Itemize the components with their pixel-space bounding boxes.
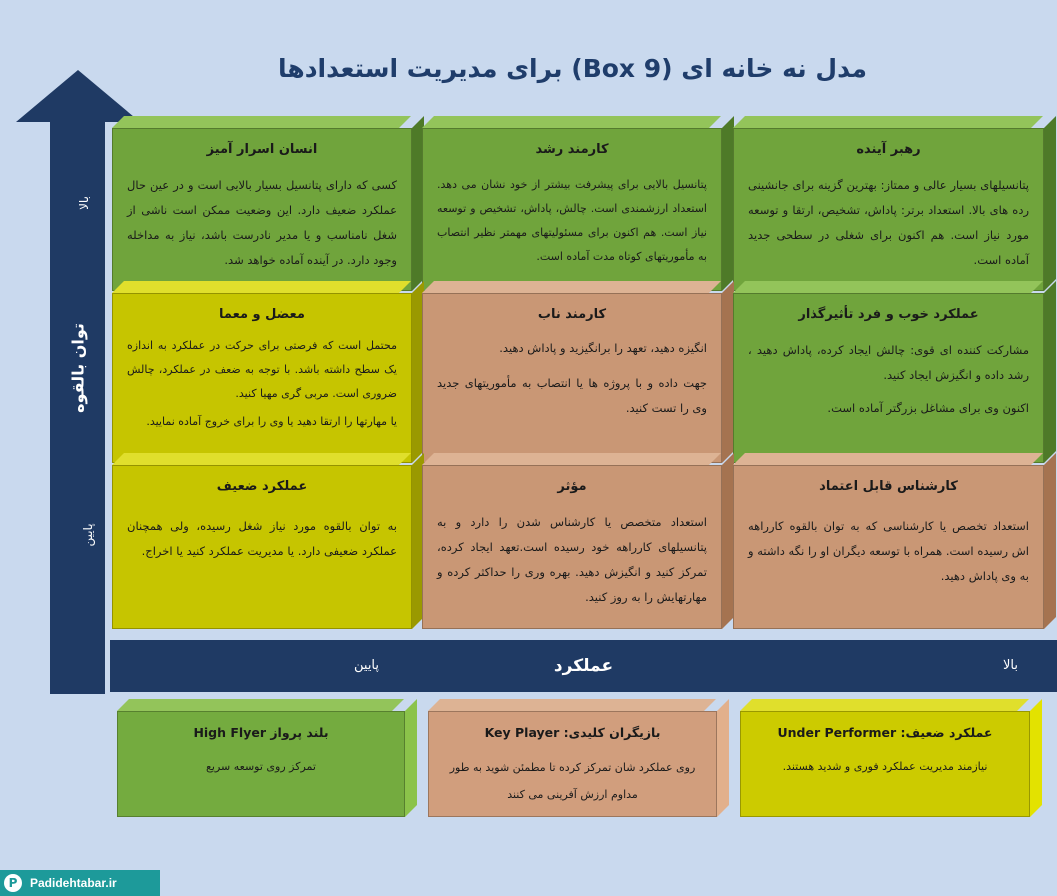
cell-text: مشارکت کننده ای قوی: چالش ایجاد کرده، پاداش دهید ، رشد داده و انگیزش ایجاد کنید. <box>748 343 1029 382</box>
cell-text: کسی که دارای پتانسیل بسیار بالایی است و در عین حال عملکرد ضعیف دارد. این وضعیت ممکن است ناشی از شغل نامناسب و یا مدیر نادرست باشد، نیاز به مداخله وجود دارد. در آینده آماده خواهد شد. <box>127 178 397 267</box>
grid-cell-trusted-professional <box>733 465 1044 629</box>
site-logo[interactable] <box>0 870 160 896</box>
cell-text: پتانسیلهای بسیار عالی و ممتاز: بهترین گزینه برای جانشینی رده های بالا. استعداد برتر: پاداش، تشخیص، ارتقا و توسعه مورد نیاز است. هم اکنون برای شغلی در سطحی جدید آماده است. <box>748 178 1029 267</box>
logo-icon <box>4 874 22 892</box>
horizontal-axis-label: عملکرد <box>553 656 614 676</box>
legend-title <box>429 712 716 742</box>
grid-cell-high-performer <box>733 293 1044 463</box>
cell-title: مؤثر <box>557 479 587 494</box>
legend-text: روی عملکرد شان تمرکز کرده تا مطمئن شوید به طور مداوم ارزش آفرینی می کنند <box>449 761 696 801</box>
legend-title-en: High Flyer <box>193 725 266 740</box>
grid-cell-future-leader <box>733 128 1044 291</box>
legend-under-performer <box>740 711 1030 817</box>
horizontal-axis-high: بالا <box>1003 658 1018 673</box>
cell-title: عملکرد ضعیف <box>216 479 308 494</box>
cell-title: کارمند رشد <box>535 142 609 157</box>
cell-text: یا مهارتها را ارتقا دهید یا وی را برای خروج آماده نمایید. <box>146 415 397 428</box>
cell-title: انسان اسرار آمیز <box>206 142 318 157</box>
horizontal-axis-bar <box>110 640 1057 692</box>
legend-title <box>118 712 404 742</box>
legend-key-player <box>428 711 717 817</box>
cell-title: عملکرد خوب و فرد تأثیرگذار <box>798 307 979 322</box>
cell-title: کارشناس قابل اعتماد <box>819 479 958 494</box>
logo-mark-letter: P <box>8 876 18 890</box>
legend-title-en: Key Player <box>484 725 560 740</box>
legend-title-fa: بلند پرواز <box>270 725 329 740</box>
grid-cell-poor-performer <box>112 465 412 629</box>
cell-text: پتانسیل بالایی برای پیشرفت بیشتر از خود نشان می دهد. استعداد ارزشمندی است. چالش، پاداش، تشخیص و توسعه نیاز است. هم اکنون برای مسئولیتهای مهمتر نظیر انتصاب به مأموریتهای کوتاه مدت آماده است. <box>437 178 707 263</box>
cell-text: جهت داده و با پروژه ها یا انتصاب به مأموریتهای جدید وی را تست کنید. <box>437 376 707 415</box>
cell-title: رهبر آینده <box>856 142 921 157</box>
legend-title-fa: عملکرد ضعیف: <box>900 725 993 740</box>
legend-title-en: Under Performer <box>777 725 897 740</box>
cell-title: کارمند ناب <box>537 307 607 322</box>
legend-text: تمرکز روی توسعه سریع <box>206 760 316 773</box>
grid-cell-enigma <box>112 128 412 291</box>
vertical-axis-label: توان بالقوه <box>68 323 88 413</box>
up-arrow-icon <box>16 70 140 122</box>
grid-cell-dilemma <box>112 293 412 463</box>
cell-text: به توان بالقوه مورد نیاز شغل رسیده، ولی همچنان عملکرد ضعیفی دارد. یا مدیریت عملکرد کنید یا اخراج. <box>127 519 397 558</box>
grid-cell-effective <box>422 465 722 629</box>
grid-cell-core-employee <box>422 293 722 463</box>
vertical-axis-low: پایین <box>81 523 95 547</box>
legend-title <box>741 712 1029 742</box>
cell-text: استعداد متخصص یا کارشناس شدن را دارد و به پتانسیلهای کارراهه خود رسیده است.تعهد ایجاد کرده، تمرکز کنید و انگیزش دهید. بهره وری را حداکثر کرده و مهارتهایش را به روز کنید. <box>437 515 707 604</box>
legend-text: نیازمند مدیریت عملکرد فوری و شدید هستند. <box>782 760 988 773</box>
cell-text: محتمل است که فرصتی برای حرکت در عملکرد به اندازه یک سطح داشته باشد. با توجه به ضعف در عملکرد، چالش ضروری است. مربی گری مهیا کنید. <box>127 339 397 400</box>
cell-text: اکنون وی برای مشاغل بزرگتر آماده است. <box>827 401 1029 415</box>
legend-high-flyer <box>117 711 405 817</box>
legend-title-fa: بازیگران کلیدی: <box>563 725 661 740</box>
page-title: مدل نه خانه ای (9 Box) برای مدیریت استعدادها <box>277 54 868 83</box>
grid-cell-growth-employee <box>422 128 722 291</box>
vertical-axis-high: بالا <box>77 196 91 210</box>
horizontal-axis-low: پایین <box>354 658 380 673</box>
cell-text: انگیزه دهید، تعهد را برانگیزید و پاداش دهید. <box>499 341 707 355</box>
cell-title: معضل و معما <box>219 307 305 322</box>
cell-text: استعداد تخصص یا کارشناسی که به توان بالقوه کارراهه اش رسیده است. همراه با توسعه دیگران او را نگه داشته و به وی پاداش دهید. <box>748 519 1029 583</box>
logo-text: Padidehtabar.ir <box>30 876 117 890</box>
